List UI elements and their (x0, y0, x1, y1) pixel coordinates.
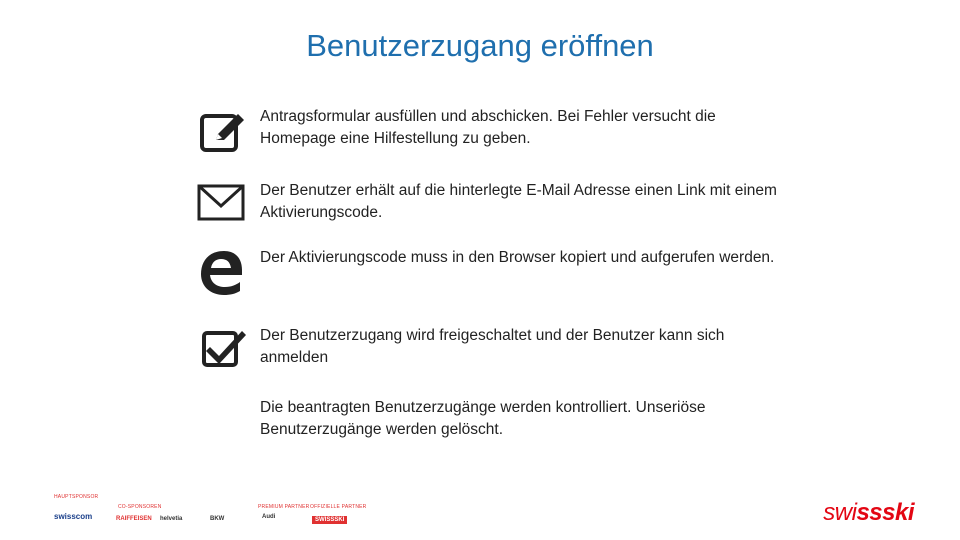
step-text: Der Aktivierungscode muss in den Browser kopiert und aufgerufen werden. (260, 249, 775, 266)
swissski-logo (823, 499, 914, 527)
sponsor-label: CO-SPONSOREN (118, 504, 162, 510)
sponsor-logo-bkw: BKW (210, 516, 225, 522)
sponsor-bar (48, 490, 368, 534)
sponsor-label: OFFIZIELLE PARTNER (310, 504, 367, 510)
sponsor-logo-swisscom: swisscom (54, 512, 93, 521)
sponsor-logo-raiffeisen: RAIFFEISEN (116, 516, 152, 522)
page-title: Benutzerzugang eröffnen (306, 28, 654, 63)
sponsor-logo-audi: Audi (262, 514, 276, 520)
brand-text-part2: ssski (856, 499, 914, 526)
sponsor-logo-helvetia: helvetia (160, 516, 183, 522)
step-text: Der Benutzer erhält auf die hinterlegte E-Mail Adresse einen Link mit einem Aktivierungscode. (260, 182, 777, 221)
checkbox-checked-icon (196, 325, 248, 377)
brand-text-part1: swi (823, 499, 857, 526)
sponsor-logo-swissski-small: SWISSSKI (312, 516, 347, 524)
envelope-icon (196, 180, 248, 232)
step-text: Antragsformular ausfüllen und abschicken. Bei Fehler versucht die Homepage eine Hilfestellung zu geben. (260, 108, 716, 147)
sponsor-label: HAUPTSPONSOR (54, 494, 99, 500)
sponsor-label: PREMIUM PARTNER (258, 504, 310, 510)
edit-form-icon (196, 106, 248, 158)
step-text: Der Benutzerzugang wird freigeschaltet und der Benutzer kann sich anmelden (260, 327, 725, 366)
moderation-note: Die beantragten Benutzerzugänge werden kontrolliert. Unseriöse Benutzerzugänge werden gelöscht. (260, 399, 706, 438)
browser-edge-icon (196, 247, 248, 299)
